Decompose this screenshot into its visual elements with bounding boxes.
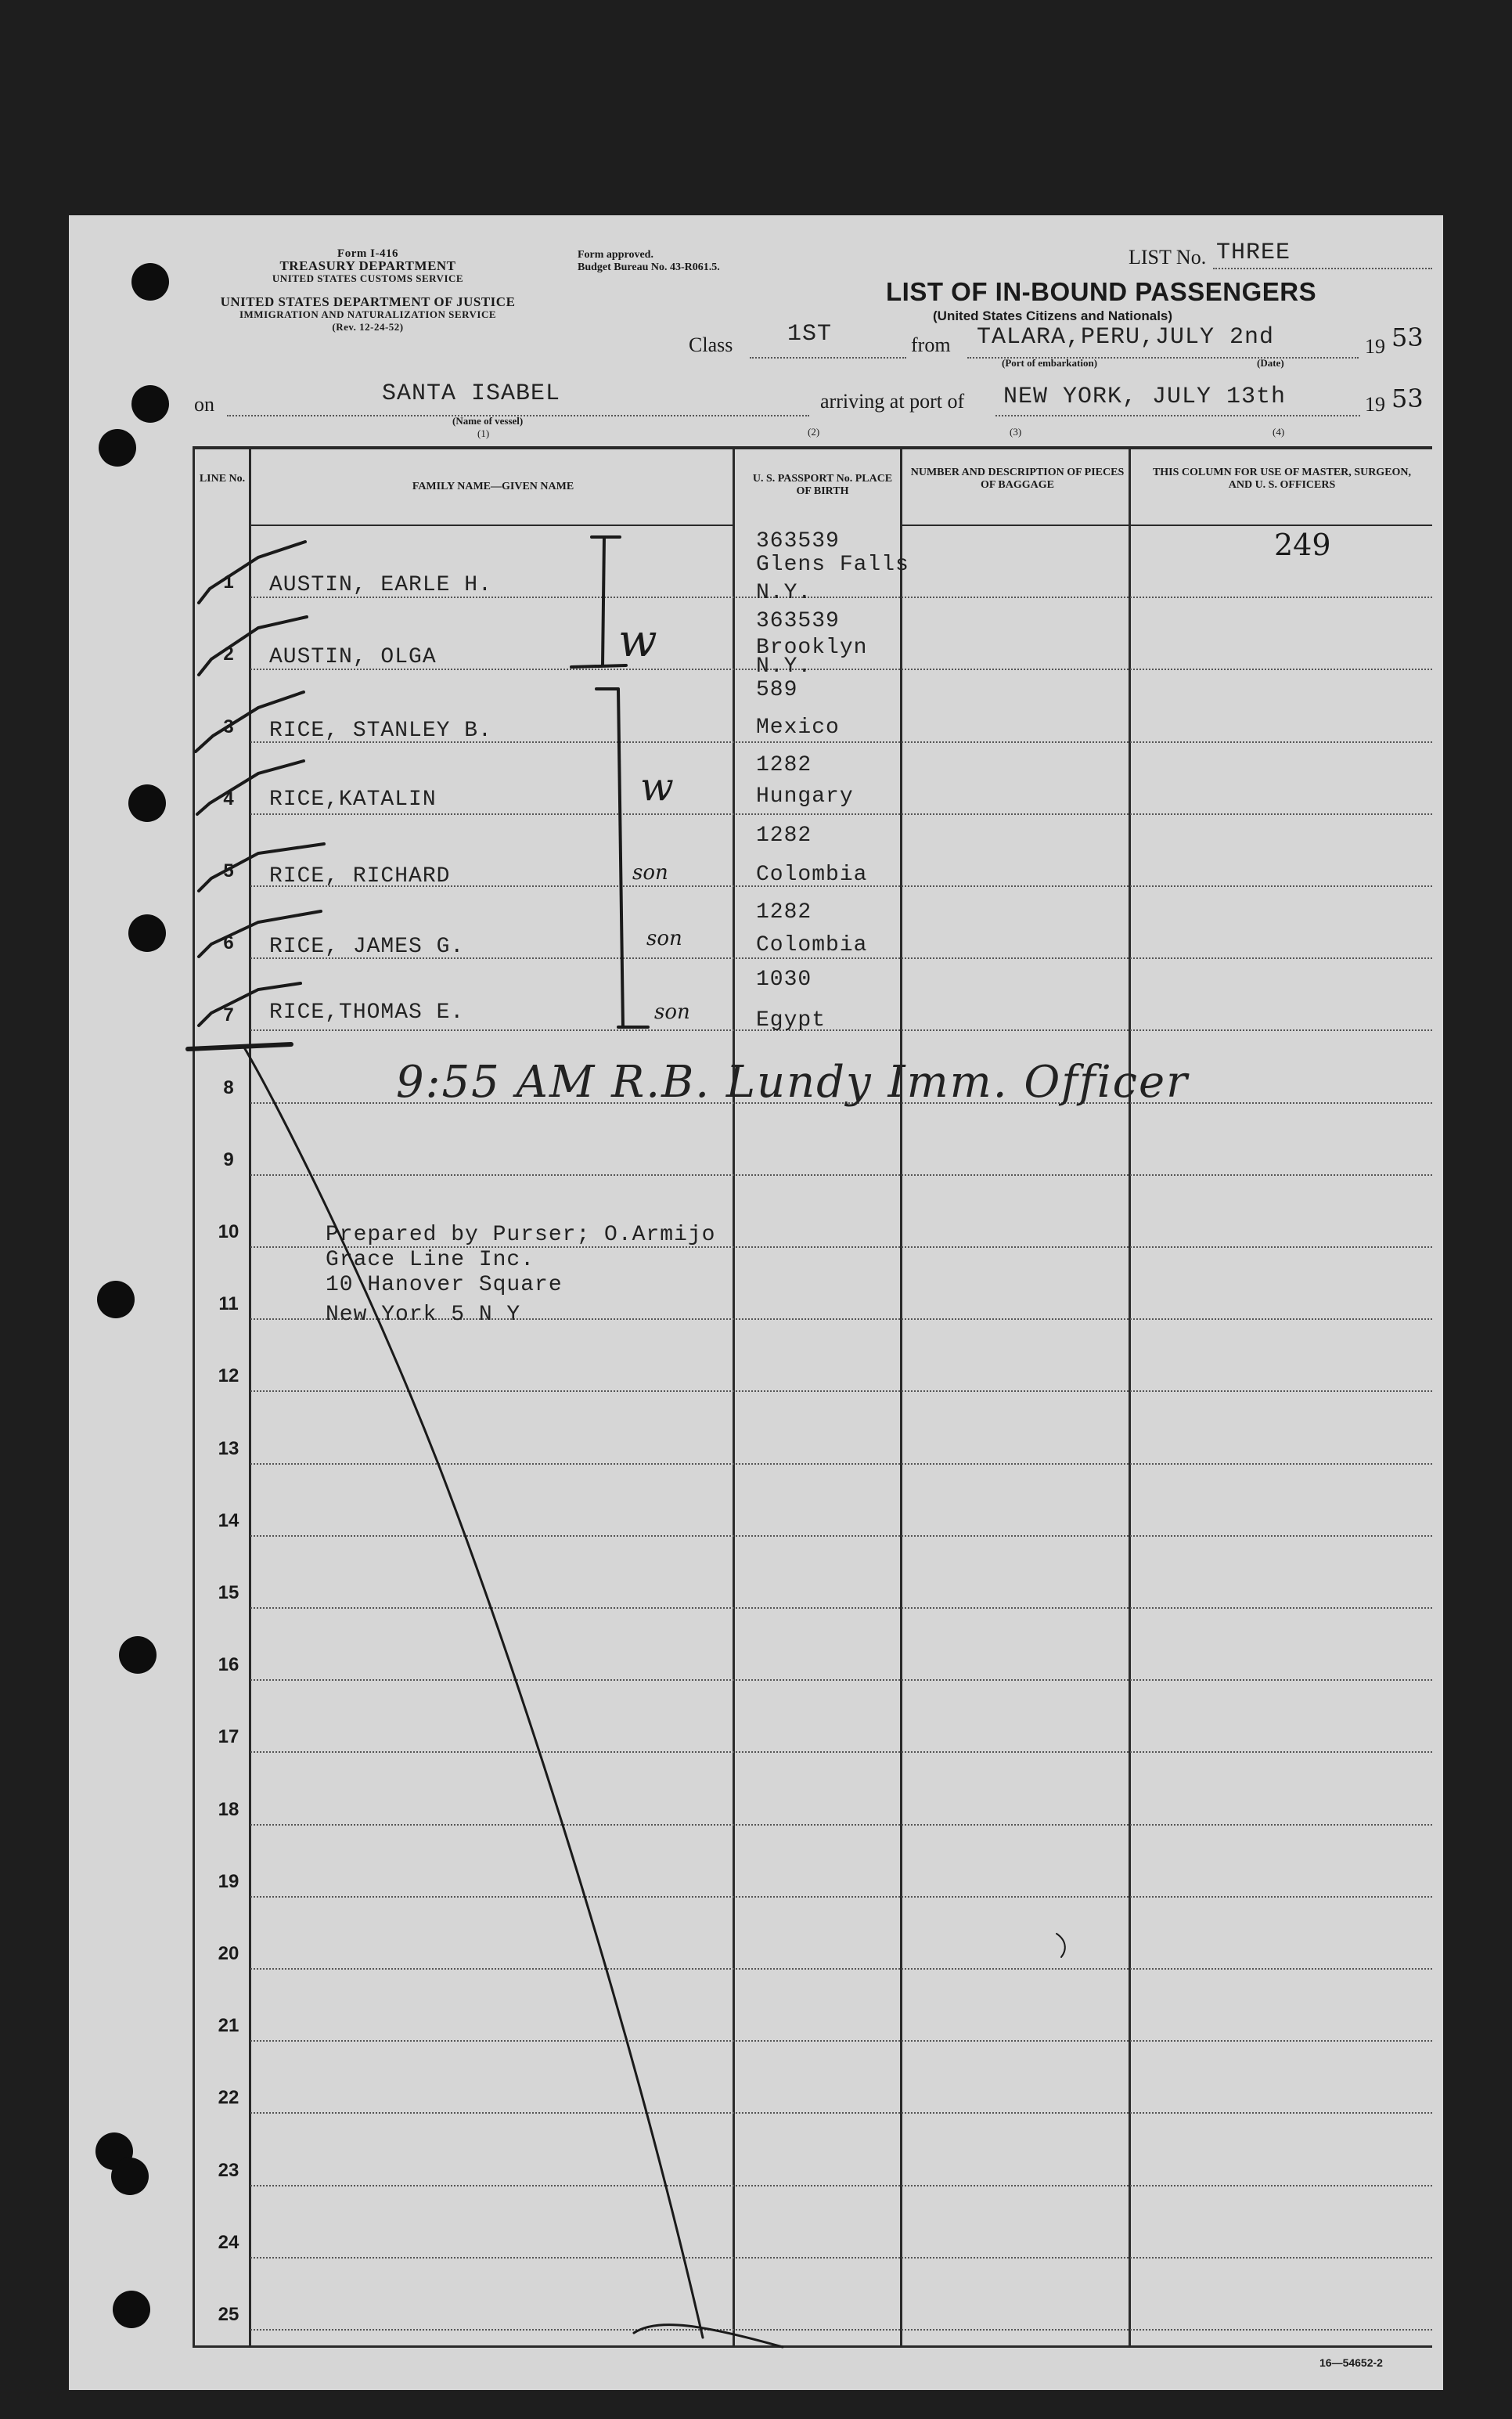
date-caption: (Date) bbox=[1257, 357, 1284, 369]
line-number: 7 bbox=[223, 1004, 234, 1026]
vessel-col-num: (1) bbox=[477, 427, 490, 439]
passenger-1-name: AUSTIN, EARLE H. bbox=[269, 573, 492, 597]
col-header-passport: U. S. PASSPORT No. PLACE OF BIRTH bbox=[752, 473, 893, 497]
passenger-5-passport: 1282 bbox=[756, 824, 812, 848]
prepared-by-line2: Grace Line Inc. bbox=[326, 1248, 535, 1272]
line-number: 11 bbox=[218, 1293, 239, 1315]
line-number: 24 bbox=[218, 2231, 239, 2253]
passenger-1-birth2: N.Y. bbox=[756, 581, 812, 605]
col-header-name: FAMILY NAME—GIVEN NAME bbox=[412, 481, 574, 492]
budget-bureau: Budget Bureau No. 43-R061.5. bbox=[578, 261, 720, 273]
col-header-officers: THIS COLUMN FOR USE OF MASTER, SURGEON, AND U. S. OFFICERS bbox=[1152, 467, 1412, 491]
line-number: 6 bbox=[223, 932, 234, 954]
line-number: 4 bbox=[223, 788, 234, 809]
from-label: from bbox=[911, 333, 951, 356]
passenger-7-passport: 1030 bbox=[756, 968, 812, 992]
passenger-2-birth: Brooklyn bbox=[756, 636, 868, 660]
year1-prefix: 19 bbox=[1365, 335, 1385, 358]
line-number: 17 bbox=[218, 1726, 239, 1748]
year1-value: 53 bbox=[1391, 323, 1424, 352]
prepared-by-line1: Prepared by Purser; O.Armijo bbox=[326, 1223, 716, 1247]
passenger-4-birth: Hungary bbox=[756, 784, 854, 809]
form-print-code: 16—54652-2 bbox=[1319, 2356, 1383, 2369]
year2-prefix: 19 bbox=[1365, 393, 1385, 416]
passenger-6-passport: 1282 bbox=[756, 900, 812, 925]
line-number: 5 bbox=[223, 860, 234, 881]
passenger-1-birth: Glens Falls bbox=[756, 553, 909, 577]
col2-num: (2) bbox=[808, 426, 820, 438]
line-number: 14 bbox=[218, 1509, 239, 1531]
vessel-caption: (Name of vessel) bbox=[452, 415, 524, 427]
handwritten-wife-2: w bbox=[640, 764, 674, 809]
vessel-name: SANTA ISABEL bbox=[382, 380, 561, 407]
handwritten-son-1: son bbox=[632, 861, 668, 885]
line-number: 19 bbox=[218, 1870, 239, 1892]
passenger-2-name: AUSTIN, OLGA bbox=[269, 645, 437, 669]
col-header-line-no: LINE No. bbox=[199, 473, 246, 485]
arriving-label: arriving at port of bbox=[820, 390, 965, 413]
line-number: 1 bbox=[223, 571, 234, 593]
passenger-7-birth: Egypt bbox=[756, 1008, 826, 1033]
passenger-2-birth2: N.Y. bbox=[756, 654, 812, 679]
officer-signature: 9:55 AM R.B. Lundy Imm. Officer bbox=[396, 1057, 1189, 1108]
arrival-port: NEW YORK, JULY 13th bbox=[1003, 384, 1287, 410]
ins-service: IMMIGRATION AND NATURALIZATION SERVICE bbox=[239, 308, 497, 320]
passenger-5-name: RICE, RICHARD bbox=[269, 864, 451, 889]
passenger-6-name: RICE, JAMES G. bbox=[269, 935, 465, 959]
checkmark bbox=[199, 542, 305, 603]
justice-department: UNITED STATES DEPARTMENT OF JUSTICE bbox=[220, 294, 516, 309]
passenger-2-passport: 363539 bbox=[756, 609, 840, 633]
passenger-3-passport: 589 bbox=[756, 678, 798, 702]
passenger-3-birth: Mexico bbox=[756, 716, 840, 740]
passenger-6-birth: Colombia bbox=[756, 933, 868, 957]
line-number: 10 bbox=[218, 1221, 239, 1242]
line-number: 13 bbox=[218, 1437, 239, 1459]
passenger-4-passport: 1282 bbox=[756, 753, 812, 777]
handwritten-son-3: son bbox=[654, 1000, 690, 1024]
line-number: 18 bbox=[218, 1798, 239, 1820]
class-label: Class bbox=[689, 333, 733, 356]
line-number: 23 bbox=[218, 2159, 239, 2181]
passenger-3-name: RICE, STANLEY B. bbox=[269, 719, 492, 743]
passenger-5-birth: Colombia bbox=[756, 863, 868, 887]
document-subtitle: (United States Citizens and Nationals) bbox=[933, 308, 1173, 323]
line-number: 21 bbox=[218, 2015, 239, 2037]
from-value: TALARA,PERU,JULY 2nd bbox=[977, 324, 1275, 351]
treasury-department: TREASURY DEPARTMENT bbox=[279, 258, 456, 273]
line-number: 25 bbox=[218, 2304, 239, 2325]
port-embarkation-caption: (Port of embarkation) bbox=[1002, 357, 1098, 369]
handwritten-son-2: son bbox=[646, 927, 682, 950]
line-number: 3 bbox=[223, 716, 234, 737]
line-number: 12 bbox=[218, 1365, 239, 1387]
line-number: 22 bbox=[218, 2087, 239, 2109]
passenger-7-name: RICE,THOMAS E. bbox=[269, 1000, 465, 1025]
form-id: Form I-416 bbox=[337, 247, 398, 260]
passenger-1-passport: 363539 bbox=[756, 529, 840, 553]
handwritten-wife-1: w bbox=[618, 614, 657, 667]
col4-num: (4) bbox=[1273, 426, 1285, 438]
line-number: 9 bbox=[223, 1148, 234, 1170]
passenger-4-name: RICE,KATALIN bbox=[269, 788, 437, 812]
prepared-by-line3: 10 Hanover Square bbox=[326, 1273, 563, 1297]
list-no-label: LIST No. bbox=[1129, 246, 1207, 269]
list-no-value: THREE bbox=[1216, 240, 1291, 266]
revision-date: (Rev. 12-24-52) bbox=[332, 321, 404, 333]
on-label: on bbox=[194, 393, 214, 416]
line-number: 15 bbox=[218, 1582, 239, 1603]
line-number: 20 bbox=[218, 1943, 239, 1964]
line-number: 16 bbox=[218, 1654, 239, 1676]
line-number: 8 bbox=[223, 1076, 234, 1098]
year2-value: 53 bbox=[1391, 384, 1424, 413]
prepared-by-line4: New York 5 N Y bbox=[326, 1303, 521, 1327]
col3-num: (3) bbox=[1010, 426, 1022, 438]
class-value: 1ST bbox=[787, 321, 833, 348]
document-title: LIST OF IN-BOUND PASSENGERS bbox=[886, 277, 1317, 306]
line-number: 2 bbox=[223, 644, 234, 665]
form-approved: Form approved. bbox=[578, 249, 653, 261]
col-header-baggage: NUMBER AND DESCRIPTION OF PIECES OF BAGGAGE bbox=[910, 467, 1125, 491]
officer-note: 249 bbox=[1274, 528, 1331, 562]
customs-service: UNITED STATES CUSTOMS SERVICE bbox=[272, 272, 464, 284]
